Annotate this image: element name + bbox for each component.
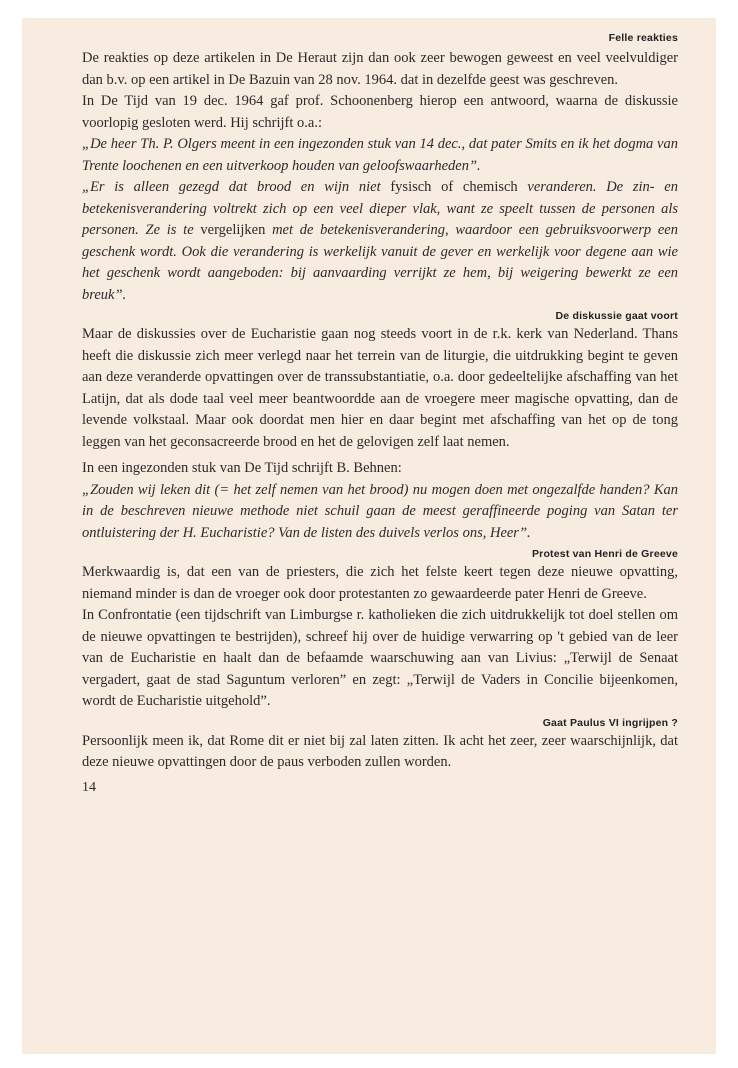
quote-behnen-text: „Zouden wij leken dit (= het zelf nemen van het brood) nu mogen doen met ongezalfde handen? Kan in de beschreven nieuwe methode niet schuil gaan de meest geraffineerde poging van Satan ter ontluistering der H. Eucharistie? Van de listen des duivels verlos ons, Heer”. bbox=[82, 481, 678, 541]
quote-schoonenberg bbox=[82, 177, 678, 306]
section-heading-paulus: Gaat Paulus VI ingrijpen ? bbox=[542, 716, 678, 729]
section-heading-felle-reakties: Felle reakties bbox=[608, 32, 678, 44]
quote-olgers-text: „De heer Th. P. Olgers meent in een ingezonden stuk van 14 dec., dat pater Smits en ik het dogma van Trente loochenen en een uitverkoop houden van geloofswaarheden”. bbox=[82, 136, 678, 174]
section-heading-protest: Protest van Henri de Greeve bbox=[531, 548, 678, 560]
quote-part-d: vergelijken bbox=[193, 222, 273, 238]
section-heading-diskussie: De diskussie gaat voort bbox=[555, 310, 678, 322]
paragraph-confrontatie: In Confrontatie (een tijdschrift van Limburgse r. katholieken die zich uitdrukkelijk tot doel stellen om de nieuwe opvattingen te bestrijden), schreef hij over de huidige verwarring op 't gebied van de leer van de Eucharistie en haalt dan de befaamde waarschuwing aan van Livius: „Terwijl de Senaat vergadert, gaat de stad Saguntum verloren” en zegt: „Terwijl de Vaders in Concilie bijeenkomen, wordt de Eucharistie uitgehold”. bbox=[82, 607, 678, 709]
paragraph-de-tijd: In De Tijd van 19 dec. 1964 gaf prof. Schoonenberg hierop een antwoord, waarna de diskussie voorlopig gesloten werd. Hij schrijft o.a.: bbox=[82, 93, 678, 131]
quote-part-e: met de betekenisverandering, waardoor een gebruiksvoorwerp een geschenk wordt. Ook die verandering is werkelijk vanuit de gever en werkelijk voor degene aan wie het geschenk wordt aangeboden: bij aanvaarding verrijkt ze hem, bij weigering bewerkt ze een breuk”. bbox=[82, 222, 678, 303]
paragraph-reakties: De reakties op deze artikelen in De Heraut zijn dan ook zeer bewogen geweest en veel veelvuldiger dan b.v. op een artikel in De Bazuin van 28 nov. 1964. dat in dezelfde geest was geschreven. bbox=[82, 50, 678, 88]
quote-part-a: „Er is alleen gezegd dat brood en wijn niet bbox=[82, 179, 381, 195]
paragraph-merkwaardig: Merkwaardig is, dat een van de priesters, die zich het felste keert tegen deze nieuwe opvatting, niemand minder is dan de vroeger ook door protestanten zo gewaardeerde pater Henri de Greeve. bbox=[82, 564, 678, 602]
quote-olgers bbox=[82, 134, 678, 177]
quote-behnen bbox=[82, 480, 678, 545]
paragraph-persoonlijk: Persoonlijk meen ik, dat Rome dit er niet bij zal laten zitten. Ik acht het zeer, zeer waarschijnlijk, dat deze nieuwe opvattingen door de paus verboden zullen worden. bbox=[82, 732, 678, 770]
document-page bbox=[22, 18, 716, 1054]
paragraph-behnen: In een ingezonden stuk van De Tijd schrijft B. Behnen: bbox=[82, 460, 402, 476]
quote-part-b: fysisch of chemisch bbox=[380, 179, 528, 195]
quote-part-c: veranderen. De zin- en betekenisverandering voltrekt zich op een veel dieper vlak, want ze speelt tussen de personen als personen. Ze is te bbox=[82, 179, 678, 238]
page-number: 14 bbox=[82, 779, 96, 795]
paragraph-diskussies: Maar de diskussies over de Eucharistie gaan nog steeds voort in de r.k. kerk van Nederland. Thans heeft die diskussie zich meer verlegd naar het terrein van de liturgie, die uitdrukking begint te geven aan deze veranderde opvattingen over de transsubstantiatie, o.a. door gedeeltelijke afschaffing van het Latijn, dat als dode taal veel meer beantwoordde aan de vroegere meer magische opvatting, dan de levende volkstaal. Maar ook doordat men hier en daar begint met afschaffing van het op de tong leggen van het geconsacreerde brood en het de gelovigen zelf laat nemen. bbox=[82, 326, 678, 450]
